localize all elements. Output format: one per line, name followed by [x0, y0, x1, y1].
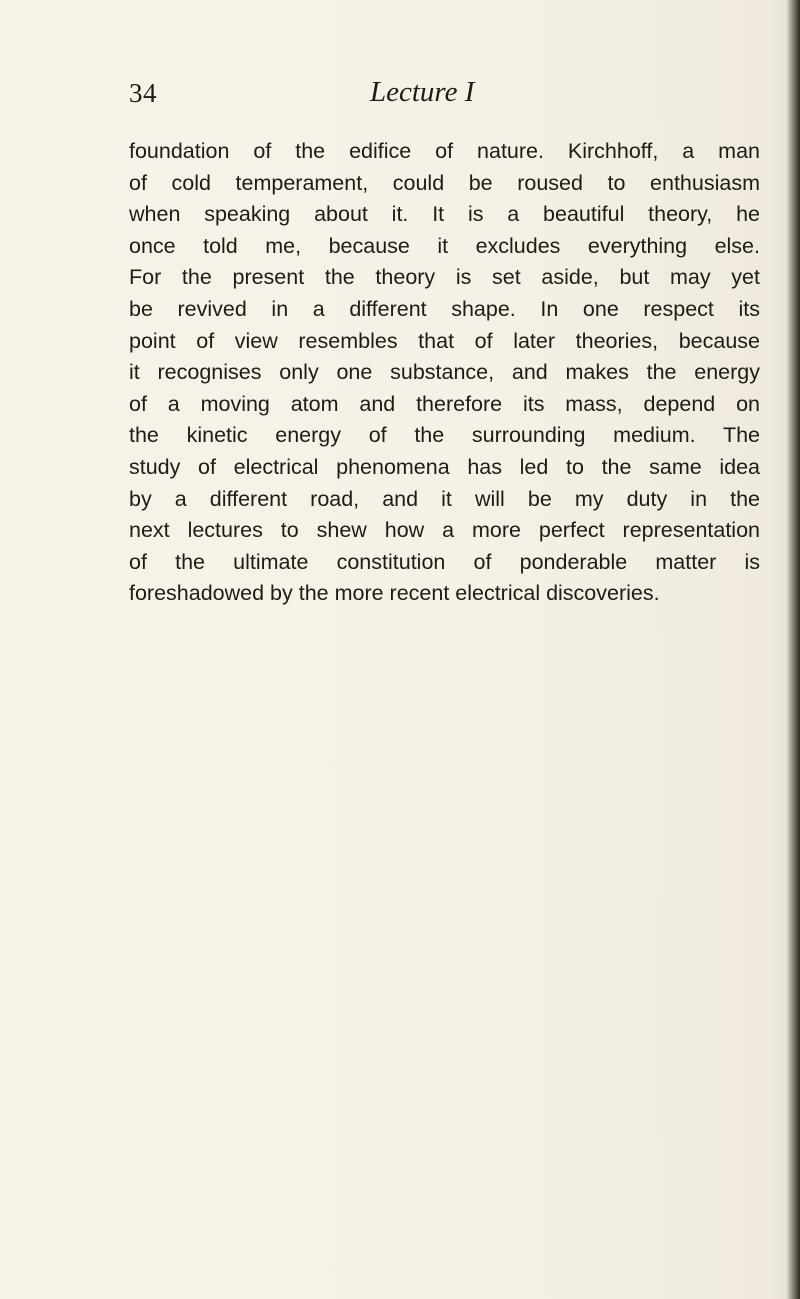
text-line: be revived in a different shape. In one respect its [129, 296, 760, 321]
text-line: it recognises only one substance, and makes the energy [129, 360, 760, 385]
body-paragraph [129, 136, 760, 610]
text-line: foundation of the edifice of nature. Kirchhoff, a man [129, 139, 760, 163]
running-head-title: Lecture I [370, 76, 475, 108]
running-head [129, 76, 759, 116]
text-line: next lectures to shew how a more perfect representation [129, 518, 760, 543]
text-line: when speaking about it. It is a beautiful theory, he [129, 202, 760, 227]
page-number: 34 [129, 78, 157, 108]
text-line: of a moving atom and therefore its mass, depend on [129, 391, 760, 416]
text-line: point of view resembles that of later theories, because [129, 328, 760, 353]
text-line: the kinetic energy of the surrounding medium. The [129, 423, 760, 448]
text-line: by a different road, and it will be my duty in the [129, 486, 760, 511]
text-line: of cold temperament, could be roused to enthusiasm [129, 170, 760, 195]
text-line: For the present the theory is set aside, but may yet [129, 265, 760, 290]
text-line: foreshadowed by the more recent electrical discoveries. [129, 581, 660, 606]
text-line: study of electrical phenomena has led to the same idea [129, 454, 760, 479]
text-line: once told me, because it excludes everything else. [129, 233, 760, 258]
text-line: of the ultimate constitution of ponderable matter is [129, 549, 760, 574]
page-edge-shadow [786, 0, 800, 1299]
